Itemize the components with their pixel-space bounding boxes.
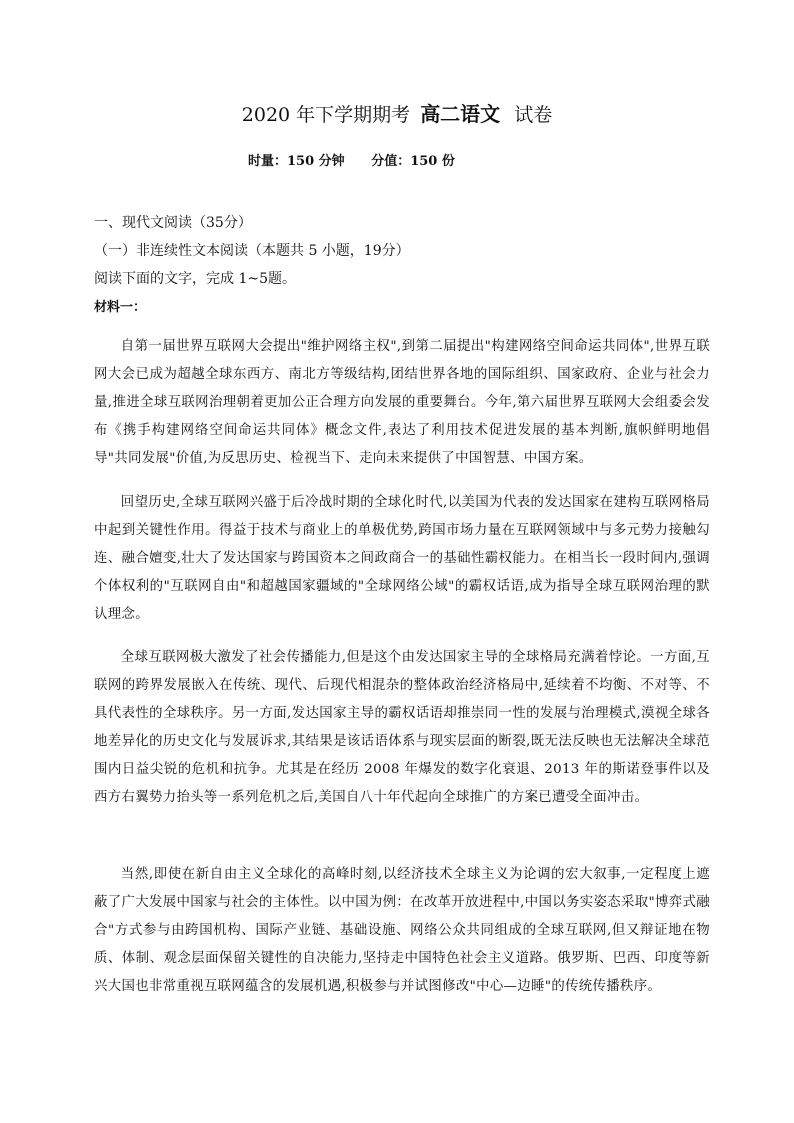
section-heading: 一、现代文阅读（35分） — [94, 215, 252, 231]
exam-score: 分值：150 份 — [371, 154, 455, 169]
paragraph-1: 自第一届世界互联网大会提出"维护网络主权",到第二届提出"构建网络空间命运共同体",世界互联网大会已成为超越全球东西方、南北方等级结构,团结世界各地的国际组织、国家政府、企业与社会力量,推进全球互联网治理朝着更加公正合理方向发展的重要舞台。今年,第六届世界互联网大会组委会发布《携手构建网络空间命运共同体》概念文件,表达了利用技术促进发展的基本判断,旗帜鲜明地倡导"共同发展"价值,为反思历史、检视当下、走向未来提供了中国智慧、中国方案。 — [94, 339, 710, 466]
paragraph-4: 当然,即使在新自由主义全球化的高峰时刻,以经济技术全球主义为论调的宏大叙事,一定程度上遮蔽了广大发展中国家与社会的主体性。以中国为例：在改革开放进程中,中国以务实姿态采取"博弈式融合"方式参与由跨国机构、国际产业链、基础设施、网络公众共同组成的全球互联网,但又辩证地在物质、体制、观念层面保留关键性的自决能力,坚持走中国特色社会主义道路。俄罗斯、巴西、印度等新兴大国也非常重视互联网蕴含的发展机遇,积极参与并试图修改"中心—边睡"的传统传播秩序。 — [94, 867, 710, 994]
title-prefix: 2020 年下学期期考 — [241, 104, 411, 126]
title-suffix: 试卷 — [514, 104, 553, 126]
exam-duration: 时量：150 分钟 — [248, 154, 345, 169]
title-subject: 高二语文 — [420, 102, 501, 126]
paragraph-2: 回望历史,全球互联网兴盛于后冷战时期的全球化时代,以美国为代表的发达国家在建构互联网格局中起到关键性作用。得益于技术与商业上的单极优势,跨国市场力量在互联网领域中与多元势力接触勾连、融合嬗变,壮大了发达国家与跨国资本之间政商合一的基础性霸权能力。在相当长一段时间内,强调个体权利的"互联网自由"和超越国家疆域的"全球网络公域"的霸权话语,成为指导全球互联网治理的默认理念。 — [94, 495, 710, 622]
exam-meta — [248, 150, 455, 169]
section-subheading: （一）非连续性文本阅读（本题共 5 小题，19分） — [94, 243, 410, 259]
section-instruction: 阅读下面的文字，完成 1~5题。 — [94, 271, 296, 287]
material-label: 材料一： — [94, 300, 147, 315]
paragraph-3: 全球互联网极大激发了社会传播能力,但是这个由发达国家主导的全球格局充满着悖论。一方面,互联网的跨界发展嵌入在传统、现代、后现代相混杂的整体政治经济格局中,延续着不均衡、不对等、不具代表性的全球秩序。另一方面,发达国家主导的霸权话语却推崇同一性的发展与治理模式,漠视全球各地差异化的历史文化与发展诉求,其结果是该话语体系与现实层面的断裂,既无法反映也无法解决全球范围内日益尖锐的危机和抗争。尤其是在经历 2008 年爆发的数字化衰退、2013 年的斯诺登事件以及西方右翼势力抬头等一系列危机之后,美国自八十年代起向全球推广的方案已遭受全面冲击。 — [94, 650, 710, 805]
exam-title — [0, 98, 794, 127]
